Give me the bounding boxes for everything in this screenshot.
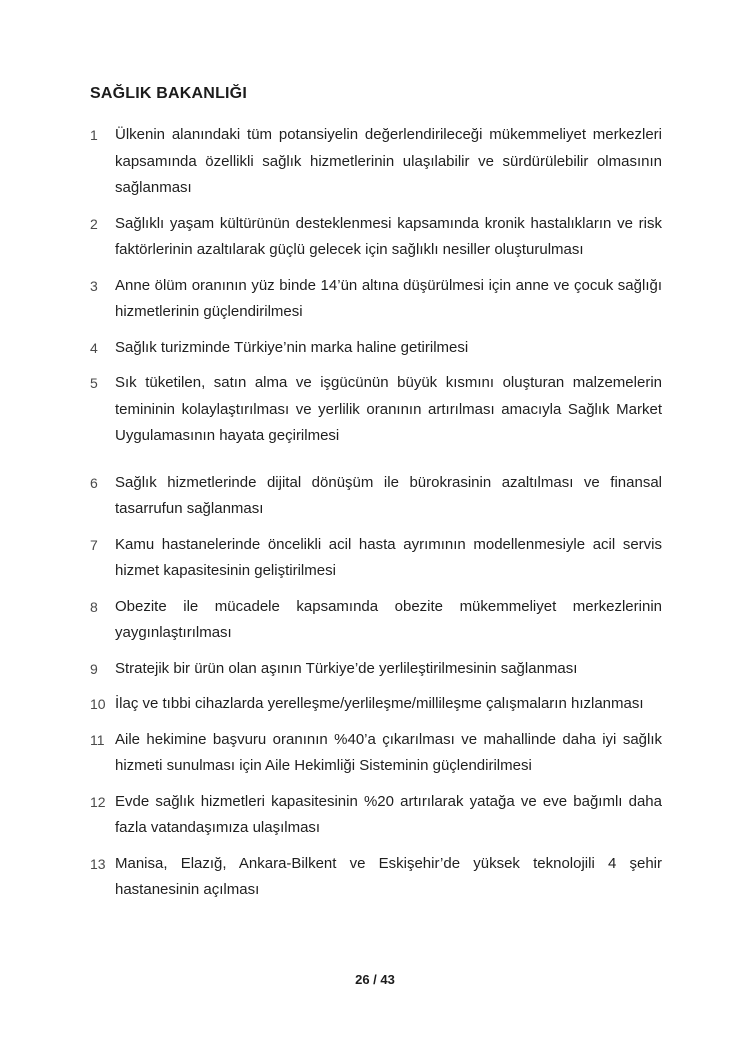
item-number: 5 xyxy=(90,375,98,391)
item-text: Sağlıklı yaşam kültürünün desteklenmesi kapsamında kronik hastalıkların ve risk faktörlerinin azaltılarak güçlü gelecek için sağlıklı nesiller oluşturulması xyxy=(115,214,662,258)
item-number: 9 xyxy=(90,660,98,677)
list-item xyxy=(90,532,662,585)
item-text: Obezite ile mücadele kapsamında obezite mükemmeliyet merkezlerinin yaygınlaştırılması xyxy=(115,597,662,641)
item-number: 2 xyxy=(90,215,98,232)
item-text: Kamu hastanelerinde öncelikli acil hasta ayrımının modellenmesiyle acil servis hizmet kapasitesinin geliştirilmesi xyxy=(115,535,662,579)
item-text: Sık tüketilen, satın alma ve işgücünün büyük kısmını oluşturan malzemelerin temininin kolaylaştırılması ve yerlilik oranının artırılması amacıyla Sağlık Market Uygulamasının hayata geçirilmesi xyxy=(115,374,662,444)
item-text: Ülkenin alanındaki tüm potansiyelin değerlendirileceği mükemmeliyet merkezleri kapsamında özellikli sağlık hizmetlerinin ulaşılabilir ve sürdürülebilir olmasının sağlanması xyxy=(115,126,662,196)
page-number: 26 / 43 xyxy=(355,972,395,987)
list-item xyxy=(90,211,662,264)
item-number: 13 xyxy=(90,855,106,872)
item-text: Manisa, Elazığ, Ankara-Bilkent ve Eskişehir’de yüksek teknolojili 4 şehir hastanesinin açılması xyxy=(115,854,662,898)
item-number: 7 xyxy=(90,536,98,553)
list-item xyxy=(90,691,662,718)
list-item xyxy=(90,594,662,647)
list-item xyxy=(90,273,662,326)
item-text: Stratejik bir ürün olan aşının Türkiye’de yerlileştirilmesinin sağlanması xyxy=(115,659,578,677)
list-item xyxy=(90,470,662,523)
item-number: 4 xyxy=(90,339,98,356)
item-number: 8 xyxy=(90,598,98,615)
document-body xyxy=(90,84,662,913)
item-text: Sağlık turizminde Türkiye’nin marka haline getirilmesi xyxy=(115,338,469,356)
item-text: Aile hekimine başvuru oranının %40’a çıkarılması ve mahallinde daha iyi sağlık hizmeti sunulması için Aile Hekimliği Sisteminin güçlendirilmesi xyxy=(115,730,662,774)
item-text: Sağlık hizmetlerinde dijital dönüşüm ile bürokrasinin azaltılması ve finansal tasarrufun sağlanması xyxy=(115,473,662,517)
item-number: 12 xyxy=(90,793,106,810)
item-text: İlaç ve tıbbi cihazlarda yerelleşme/yerlileşme/millileşme çalışmaların hızlanması xyxy=(115,695,644,712)
item-text: Anne ölüm oranının yüz binde 14’ün altına düşürülmesi için anne ve çocuk sağlığı hizmetlerinin güçlendirilmesi xyxy=(115,276,662,320)
item-number: 1 xyxy=(90,127,98,143)
item-number: 11 xyxy=(90,731,105,748)
list-item xyxy=(90,122,662,202)
item-text: Evde sağlık hizmetleri kapasitesinin %20 artırılarak yatağa ve eve bağımlı daha fazla vatandaşımıza ulaşılması xyxy=(115,792,662,836)
list-item xyxy=(90,789,662,842)
list-item xyxy=(90,727,662,780)
item-number: 3 xyxy=(90,277,98,294)
document-title: SAĞLIK BAKANLIĞI xyxy=(90,85,247,102)
list-item xyxy=(90,335,662,362)
list-item xyxy=(90,370,662,450)
list-item xyxy=(90,851,662,904)
item-number: 6 xyxy=(90,474,98,491)
list-item xyxy=(90,656,662,683)
item-number: 10 xyxy=(90,696,106,712)
